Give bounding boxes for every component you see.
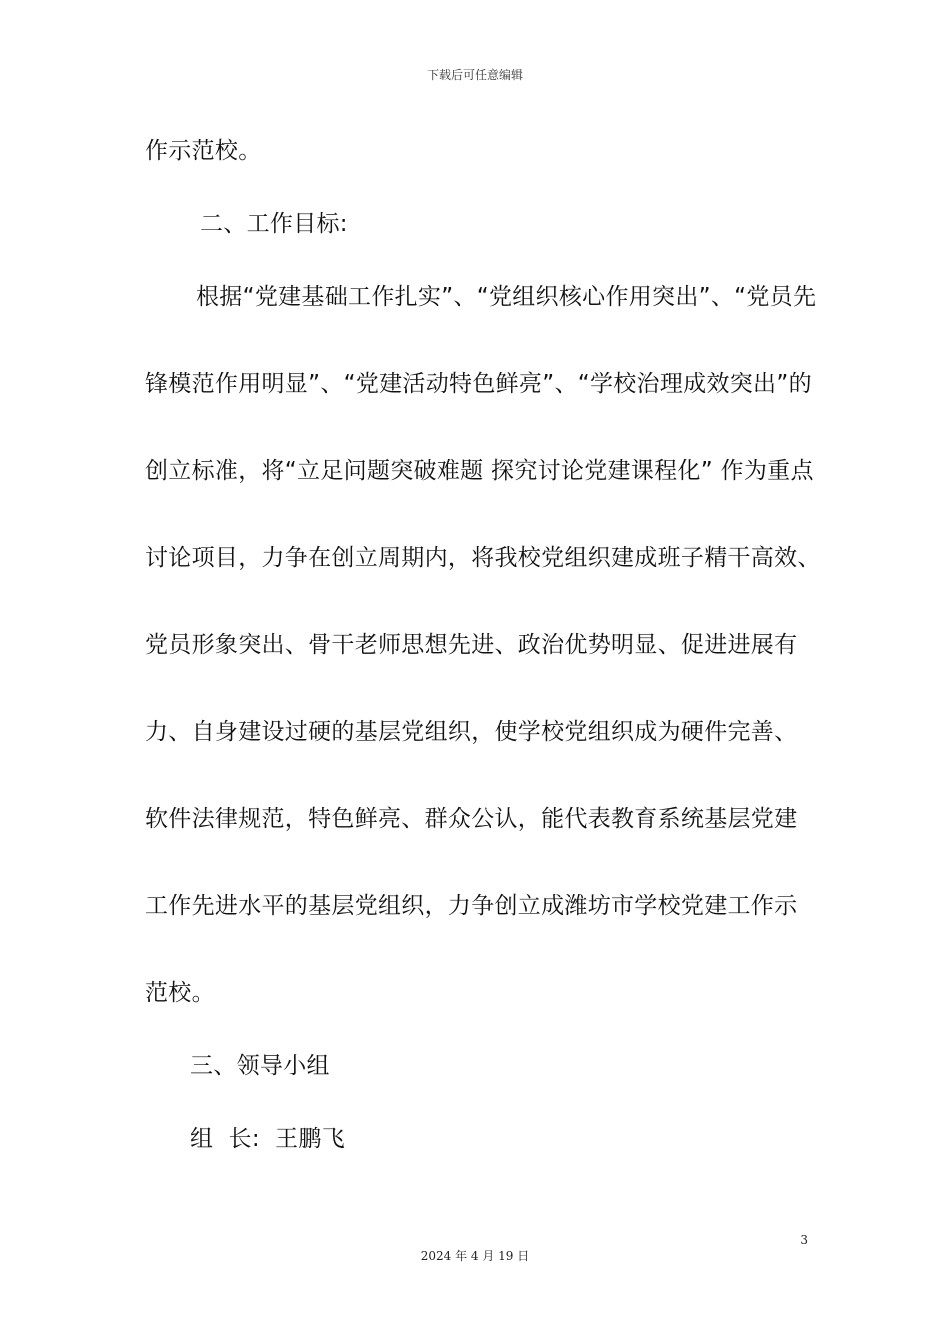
- team-leader-line: 组 长: 王鹏飞: [190, 1126, 345, 1152]
- body-line: 软件法律规范，特色鲜亮、群众公认，能代表教育系统基层党建: [145, 806, 798, 832]
- body-line: 锋模范作用明显”、“党建活动特色鲜亮”、“学校治理成效突出”的: [145, 371, 812, 397]
- page-number: 3: [800, 1233, 808, 1247]
- body-line: 力、自身建设过硬的基层党组织，使学校党组织成为硬件完善、: [145, 719, 798, 745]
- body-line: 根据“党建基础工作扎实”、“党组织核心作用突出”、“党员先: [196, 284, 817, 310]
- body-line: 讨论项目，力争在创立周期内，将我校党组织建成班子精干高效、: [145, 545, 821, 571]
- page-header: 下载后可任意编辑: [426, 68, 523, 82]
- body-line: 范校。: [145, 980, 215, 1006]
- section-heading-leadership: 三、领导小组: [190, 1053, 330, 1079]
- page-footer-date: 2024 年 4 月 19 日: [420, 1249, 530, 1263]
- section-heading-goals: 二、工作目标:: [200, 211, 348, 237]
- body-line: 作示范校。: [145, 138, 262, 164]
- body-line: 创立标准，将“立足问题突破难题 探究讨论党建课程化” 作为重点: [145, 458, 814, 484]
- body-line: 党员形象突出、骨干老师思想先进、政治优势明显、促进进展有: [145, 632, 798, 658]
- body-line: 工作先进水平的基层党组织，力争创立成潍坊市学校党建工作示: [145, 893, 798, 919]
